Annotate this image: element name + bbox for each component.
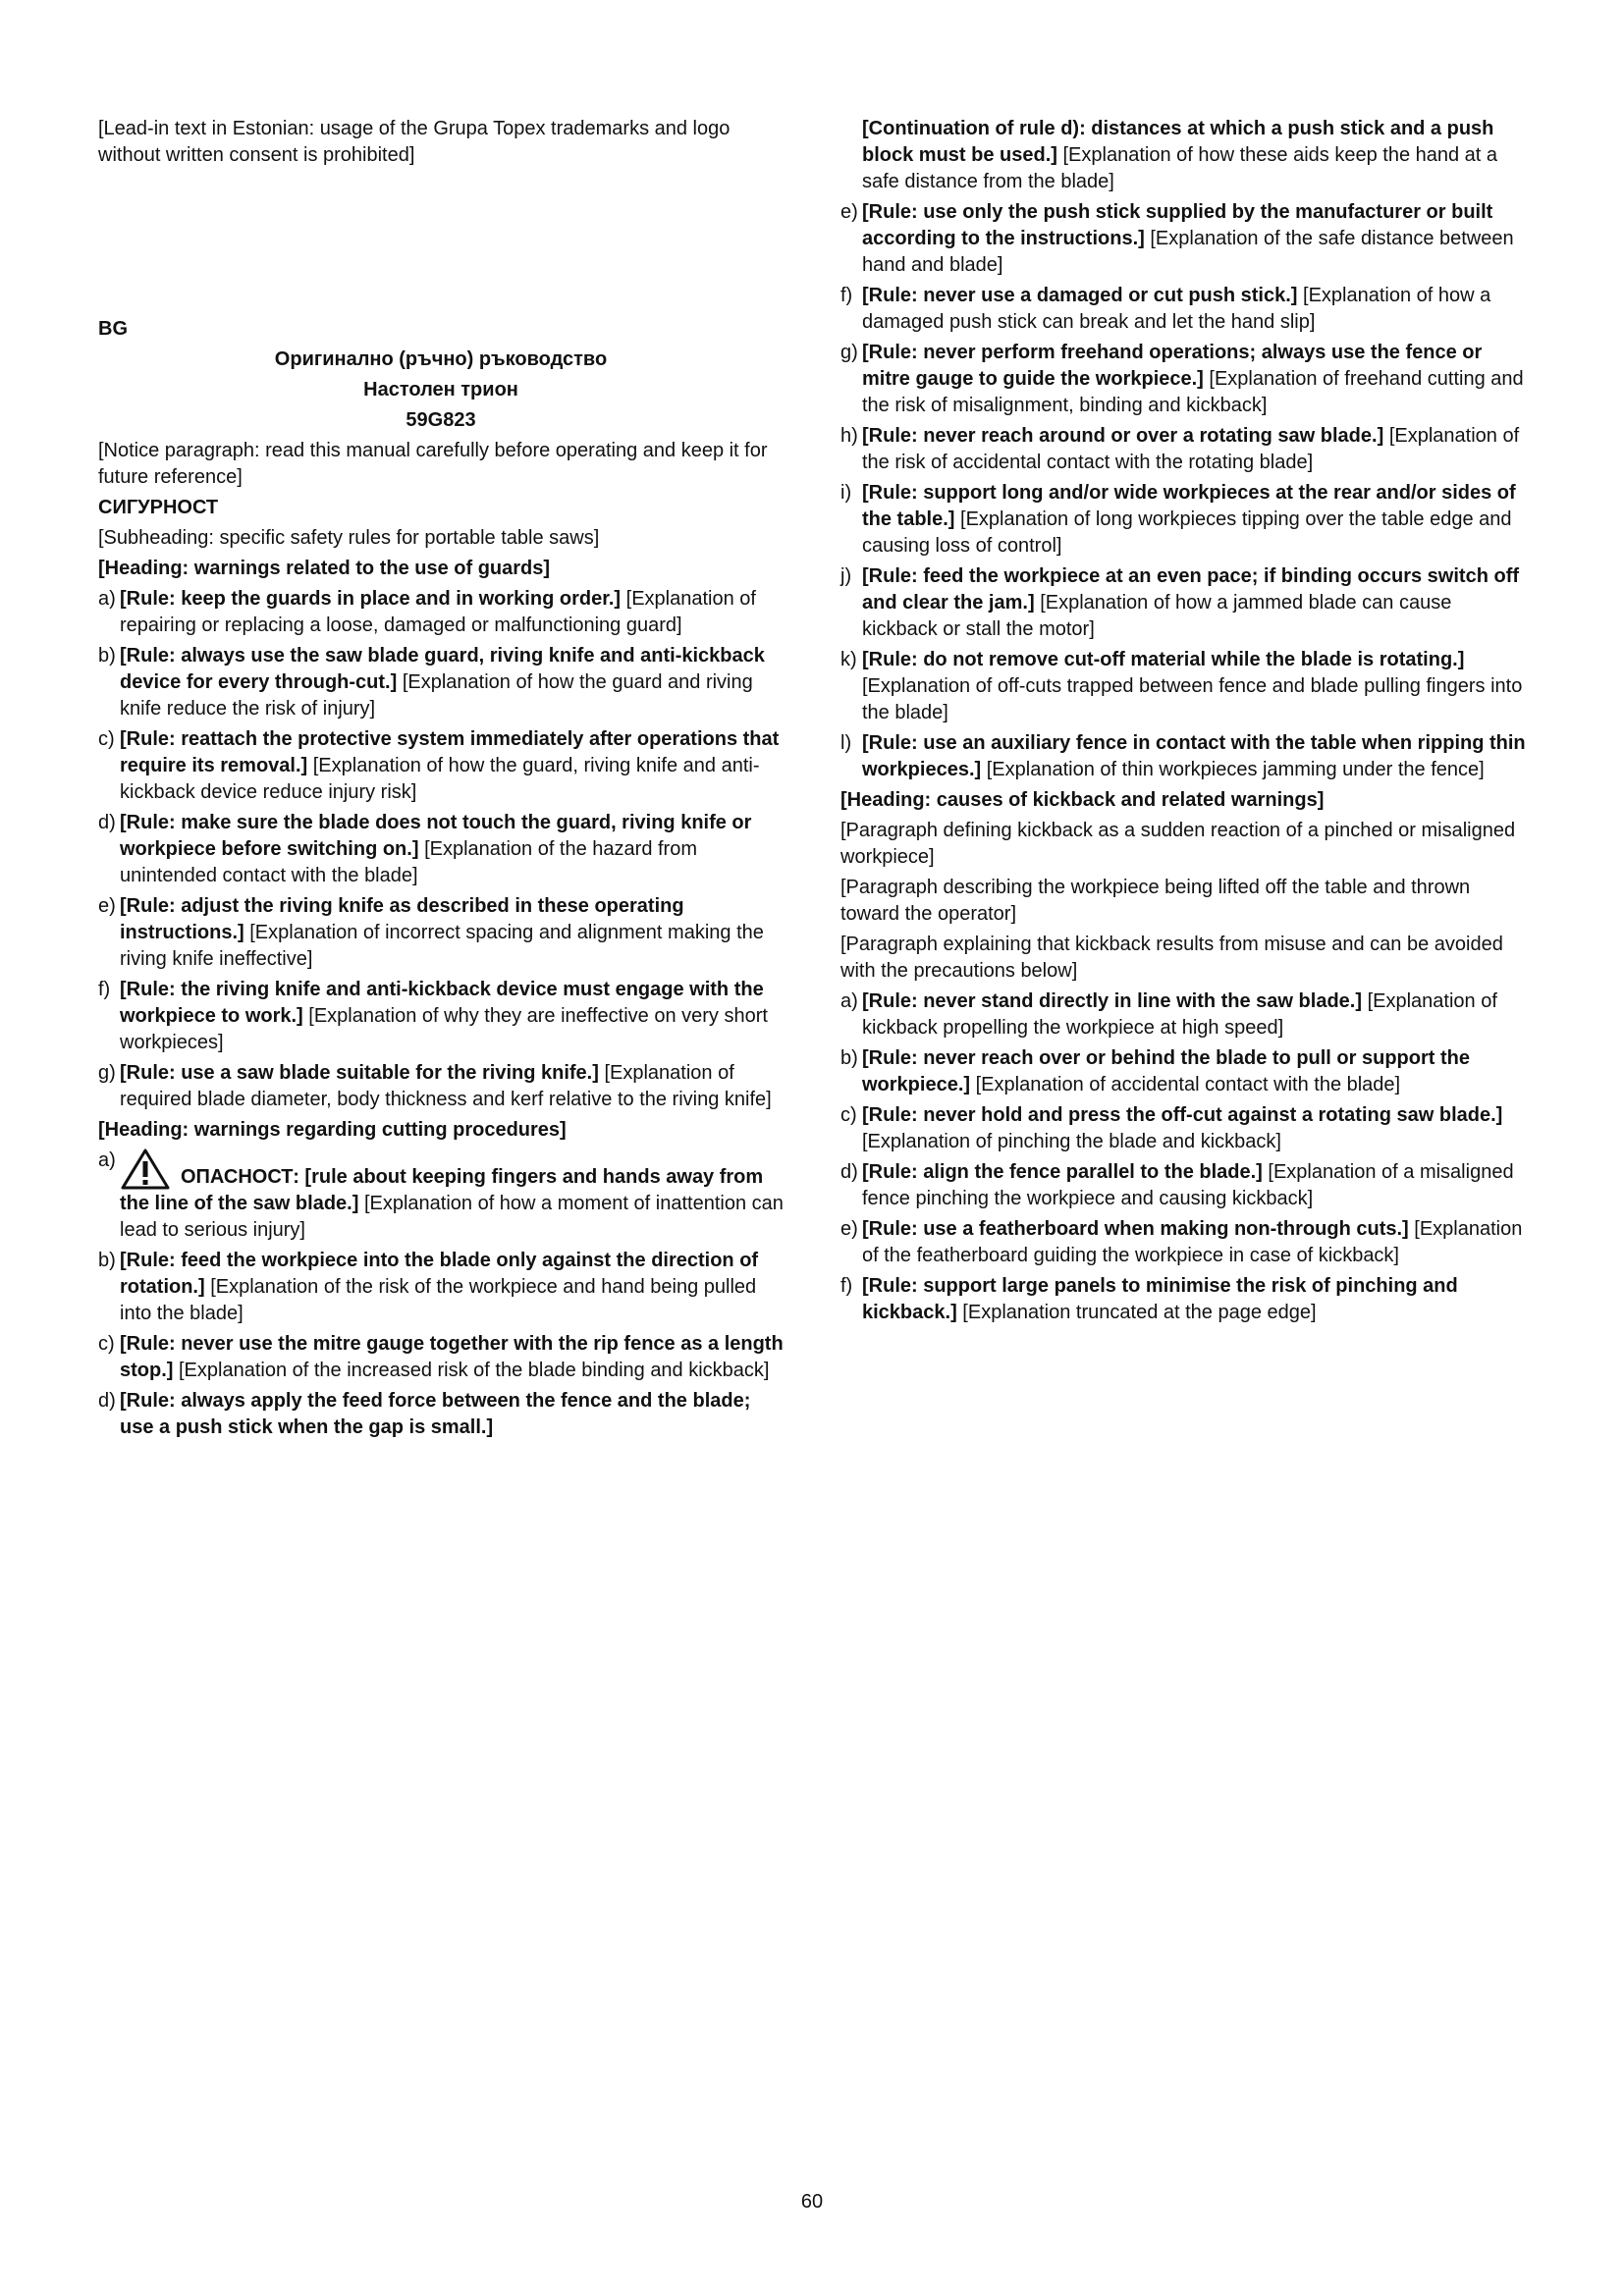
item-rule: [Rule: support large panels to minimise the risk of pinching and kickback.] [862, 1275, 1458, 1323]
left-column [98, 116, 784, 1445]
right-column [840, 116, 1526, 1445]
item-rule: [Rule: feed the workpiece at an even pace; if binding occurs switch off and clear the jam.] [862, 565, 1520, 614]
safety-subheading: [Subheading: specific safety rules for portable table saws] [98, 527, 600, 549]
item-text: [Explanation of the increased risk of the blade binding and kickback] [179, 1360, 770, 1381]
item-marker: g) [840, 342, 858, 363]
item-rule: [Rule: never hold and press the off-cut against a rotating saw blade.] [862, 1104, 1503, 1126]
item-marker: d) [98, 812, 116, 833]
item-body [862, 988, 1526, 1041]
item-body [862, 730, 1526, 783]
item-body [862, 116, 1526, 195]
product-name: Настолен трион [363, 379, 518, 400]
item-body [862, 480, 1526, 560]
item-rule: [Rule: support long and/or wide workpieces at the rear and/or sides of the table.] [862, 482, 1516, 530]
item-rule: [Rule: align the fence parallel to the blade.] [862, 1161, 1263, 1183]
list-item [840, 283, 1526, 336]
item-rule: [Rule: use only the push stick supplied by the manufacturer or built according to the instructions.] [862, 201, 1493, 249]
item-body [862, 1273, 1526, 1326]
list-item [840, 647, 1526, 726]
item-text: [Explanation of accidental contact with the blade] [975, 1074, 1401, 1095]
item-rule: [Rule: use a saw blade suitable for the riving knife.] [120, 1062, 599, 1084]
list-item [98, 726, 784, 806]
item-text: [Explanation of a misaligned fence pinching the workpiece and causing kickback] [862, 1161, 1514, 1209]
item-rule: [Rule: adjust the riving knife as described in these operating instructions.] [120, 895, 684, 943]
kickback-paragraph: [Paragraph describing the workpiece being lifted off the table and thrown toward the operator] [840, 877, 1471, 925]
item-text: [Explanation of long workpieces tipping over the table edge and causing loss of control] [862, 508, 1512, 557]
page-number: 60 [800, 2191, 824, 2213]
item-body [120, 643, 784, 722]
list-item [98, 977, 784, 1056]
item-text: [Explanation of the safe distance between hand and blade] [862, 228, 1514, 276]
item-body [862, 423, 1526, 476]
item-text: [Explanation of required blade diameter, body thickness and kerf relative to the riving knife] [120, 1062, 772, 1110]
item-text: [Explanation truncated at the page edge] [962, 1302, 1317, 1323]
item-marker: f) [98, 979, 111, 1000]
item-text: [Explanation of the risk of the workpiece and hand being pulled into the blade] [120, 1276, 757, 1324]
list-item [840, 1159, 1526, 1212]
list-item [98, 810, 784, 889]
header-note: [Lead-in text in Estonian: usage of the Grupa Topex trademarks and logo without written consent is prohibited] [98, 118, 731, 166]
page-columns [98, 116, 1526, 1445]
item-body [120, 1388, 784, 1441]
list-item [98, 1060, 784, 1113]
item-text: [Explanation of how a moment of inattention can lead to serious injury] [120, 1193, 784, 1241]
item-body [862, 647, 1526, 726]
item-marker: l) [840, 732, 852, 754]
item-text: [Explanation of incorrect spacing and alignment making the riving knife ineffective] [120, 922, 764, 970]
item-body [862, 1159, 1526, 1212]
list-item [98, 893, 784, 973]
item-body [862, 1045, 1526, 1098]
item-marker: b) [840, 1047, 858, 1069]
item-marker: e) [840, 1218, 858, 1240]
item-rule: [Rule: use a featherboard when making non-through cuts.] [862, 1218, 1409, 1240]
item-marker: f) [840, 285, 853, 306]
item-marker: b) [98, 645, 116, 667]
list-item [840, 340, 1526, 419]
list-item [840, 563, 1526, 643]
item-body [862, 563, 1526, 643]
item-rule: [Rule: always apply the feed force between the fence and the blade; use a push stick when the gap is small.] [120, 1390, 751, 1438]
item-text: [Explanation of kickback propelling the workpiece at high speed] [862, 990, 1497, 1039]
cutting-heading: [Heading: warnings regarding cutting procedures] [98, 1119, 567, 1141]
item-body [862, 1102, 1526, 1155]
item-text: [Explanation of how the guard and riving knife reduce the risk of injury] [120, 671, 753, 720]
item-body [120, 810, 784, 889]
list-item [98, 643, 784, 722]
item-rule: [Rule: feed the workpiece into the blade only against the direction of rotation.] [120, 1250, 759, 1298]
item-body [120, 1248, 784, 1327]
list-item [840, 423, 1526, 476]
notice: [Notice paragraph: read this manual carefully before operating and keep it for future reference] [98, 440, 768, 488]
list-item [840, 199, 1526, 279]
item-body [120, 1060, 784, 1113]
list-item [98, 1148, 784, 1244]
item-text: [Explanation of the risk of accidental contact with the rotating blade] [862, 425, 1520, 473]
item-marker: d) [840, 1161, 858, 1183]
item-marker: e) [98, 895, 116, 917]
item-marker: e) [840, 201, 858, 223]
item-body [120, 726, 784, 806]
list-item [840, 730, 1526, 783]
language-code: BG [98, 318, 128, 340]
list-item [840, 116, 1526, 195]
item-body [120, 893, 784, 973]
item-body [120, 977, 784, 1056]
item-rule: [Rule: never perform freehand operations; always use the fence or mitre gauge to guide the workpiece.] [862, 342, 1483, 390]
kickback-paragraph: [Paragraph defining kickback as a sudden reaction of a pinched or misaligned workpiece] [840, 820, 1516, 868]
safety-heading: СИГУРНОСТ [98, 497, 219, 518]
item-body [120, 586, 784, 639]
warning-triangle-icon [120, 1148, 171, 1191]
item-marker: a) [840, 990, 858, 1012]
list-item [840, 480, 1526, 560]
item-text: [Explanation of thin workpieces jamming under the fence] [986, 759, 1485, 780]
item-rule: [Rule: reattach the protective system immediately after operations that require its removal.] [120, 728, 780, 776]
guards-list [98, 586, 784, 1113]
list-item [98, 1388, 784, 1441]
item-rule: [Rule: keep the guards in place and in working order.] [120, 588, 622, 610]
list-item [840, 988, 1526, 1041]
manual-title: Оригинално (ръчно) ръководство [274, 348, 608, 370]
item-rule: [Continuation of rule d): distances at which a push stick and a push block must be used.] [862, 118, 1494, 166]
item-marker: j) [840, 565, 852, 587]
list-item [840, 1216, 1526, 1269]
item-marker: a) [98, 1149, 116, 1171]
item-text: [Explanation of freehand cutting and the risk of misalignment, binding and kickback] [862, 368, 1524, 416]
item-rule: ОПАСНОСТ: [rule about keeping fingers and hands away from the line of the saw blade.] [120, 1166, 764, 1214]
list-item [840, 1102, 1526, 1155]
item-rule: [Rule: never reach over or behind the blade to pull or support the workpiece.] [862, 1047, 1470, 1095]
list-item [98, 586, 784, 639]
item-body [120, 1331, 784, 1384]
item-text: [Explanation of how these aids keep the hand at a safe distance from the blade] [862, 144, 1498, 192]
item-rule: [Rule: never reach around or over a rotating saw blade.] [862, 425, 1384, 447]
list-item [840, 1273, 1526, 1326]
kickback-heading: [Heading: causes of kickback and related warnings] [840, 789, 1325, 811]
item-rule: [Rule: do not remove cut-off material while the blade is rotating.] [862, 649, 1465, 670]
item-body [862, 199, 1526, 279]
item-rule: [Rule: never use the mitre gauge together with the rip fence as a length stop.] [120, 1333, 784, 1381]
item-marker: c) [840, 1104, 857, 1126]
item-marker: k) [840, 649, 857, 670]
item-marker: h) [840, 425, 858, 447]
model-number: 59G823 [406, 409, 476, 431]
item-rule: [Rule: use an auxiliary fence in contact with the table when ripping thin workpieces.] [862, 732, 1526, 780]
kickback-paragraph: [Paragraph explaining that kickback results from misuse and can be avoided with the precautions below] [840, 934, 1503, 982]
list-item [98, 1248, 784, 1327]
item-body [862, 283, 1526, 336]
item-rule: [Rule: never use a damaged or cut push stick.] [862, 285, 1298, 306]
item-rule: [Rule: always use the saw blade guard, riving knife and anti-kickback device for every through-cut.] [120, 645, 765, 693]
item-body [862, 340, 1526, 419]
cutting-list [98, 1148, 784, 1441]
kickback-list [840, 988, 1526, 1326]
item-marker: c) [98, 1333, 115, 1355]
item-text: [Explanation of how a jammed blade can cause kickback or stall the motor] [862, 592, 1452, 640]
item-marker: b) [98, 1250, 116, 1271]
item-rule: [Rule: never stand directly in line with the saw blade.] [862, 990, 1362, 1012]
cutting-continued-list [840, 116, 1526, 783]
item-text: [Explanation of repairing or replacing a loose, damaged or malfunctioning guard] [120, 588, 756, 636]
item-rule: [Rule: make sure the blade does not touch the guard, riving knife or workpiece before switching on.] [120, 812, 752, 860]
item-body [120, 1148, 784, 1244]
list-item [98, 1331, 784, 1384]
item-marker: a) [98, 588, 116, 610]
guards-heading: [Heading: warnings related to the use of guards] [98, 558, 551, 579]
item-text: [Explanation of the featherboard guiding the workpiece in case of kickback] [862, 1218, 1523, 1266]
item-marker: c) [98, 728, 115, 750]
item-marker: i) [840, 482, 852, 504]
item-text: [Explanation of how the guard, riving knife and anti-kickback device reduce injury risk] [120, 755, 760, 803]
item-text: [Explanation of the hazard from unintended contact with the blade] [120, 838, 698, 886]
item-marker: f) [840, 1275, 853, 1297]
item-body [862, 1216, 1526, 1269]
item-text: [Explanation of why they are ineffective on very short workpieces] [120, 1005, 768, 1053]
item-rule: [Rule: the riving knife and anti-kickback device must engage with the workpiece to work.] [120, 979, 764, 1027]
item-text: [Explanation of off-cuts trapped between fence and blade pulling fingers into the blade] [862, 675, 1523, 723]
item-marker: g) [98, 1062, 116, 1084]
list-item [840, 1045, 1526, 1098]
item-marker [840, 116, 862, 195]
item-marker: d) [98, 1390, 116, 1412]
item-text: [Explanation of pinching the blade and kickback] [862, 1131, 1281, 1152]
item-text: [Explanation of how a damaged push stick can break and let the hand slip] [862, 285, 1491, 333]
